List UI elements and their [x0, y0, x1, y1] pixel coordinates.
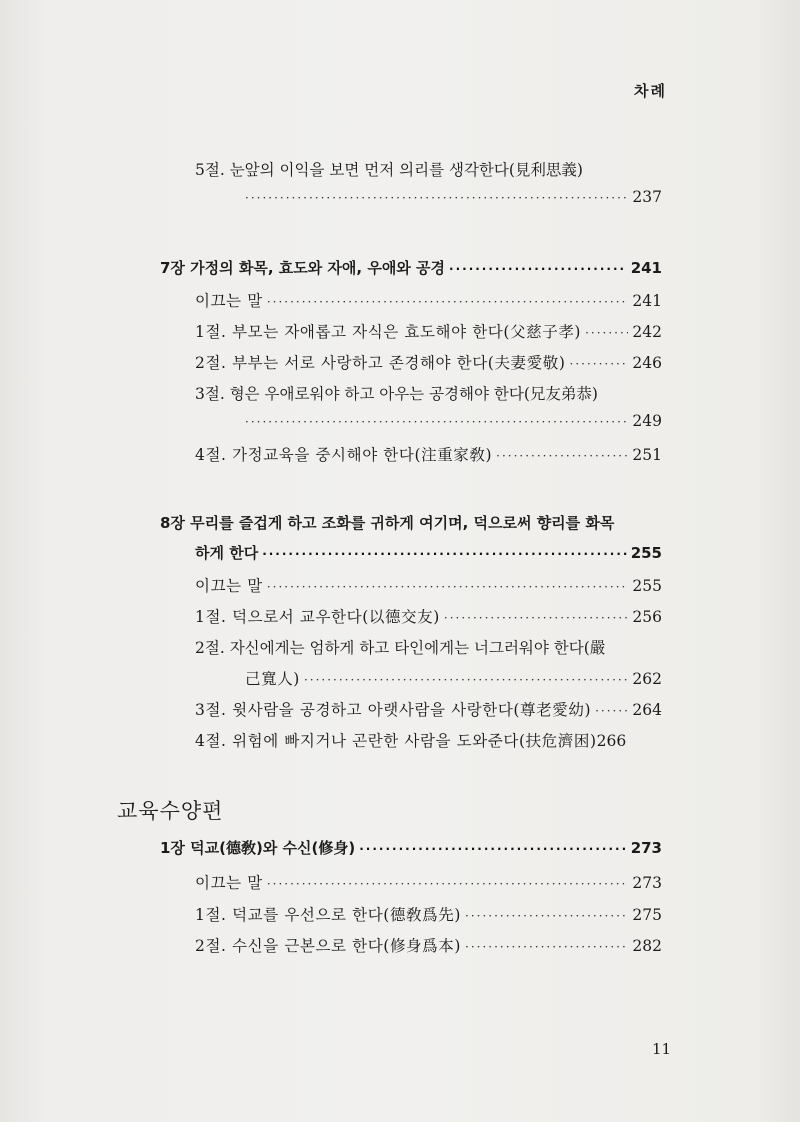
- toc-entry[interactable]: [195, 443, 662, 465]
- toc-page-number: 246: [632, 354, 662, 372]
- toc-entry-title: 4절. 위험에 빠지거나 곤란한 사람을 도와준다(扶危濟困): [195, 732, 597, 750]
- toc-page-number: 251: [632, 446, 662, 464]
- toc-entry[interactable]: [195, 351, 662, 373]
- toc-page-number: 273: [630, 839, 662, 857]
- toc-entry-title: 4절. 가정교육을 중시해야 한다(注重家敎): [195, 446, 493, 464]
- toc-entry-title: 2절. 부부는 서로 사랑하고 존경해야 한다(夫妻愛敬): [195, 354, 566, 372]
- toc-chapter-title-cont: 하게 한다: [195, 544, 259, 562]
- toc-entry-title-cont: 己寬人): [245, 670, 300, 688]
- toc-entry-title: 1절. 덕교를 우선으로 한다(德敎爲先): [195, 906, 461, 924]
- part-title: 교육수양편: [117, 799, 224, 823]
- toc-page-number: 249: [632, 412, 662, 430]
- toc-entry[interactable]: [195, 574, 662, 596]
- toc-entry-leader: [245, 412, 662, 430]
- toc-page-number: 255: [632, 577, 662, 595]
- toc-page-number: 237: [632, 188, 662, 206]
- toc-chapter-7[interactable]: [160, 257, 662, 278]
- toc-entry[interactable]: [195, 871, 662, 893]
- toc-entry-title: 2절. 수신을 근본으로 한다(修身爲本): [195, 937, 461, 955]
- toc-entry-title: 1절. 부모는 자애롭고 자식은 효도해야 한다(父慈子孝): [195, 323, 582, 341]
- toc-page-number: 273: [632, 874, 662, 892]
- toc-chapter-title: 1장 덕교(德敎)와 수신(修身): [160, 839, 356, 857]
- toc-entry-title: 3절. 윗사람을 공경하고 아랫사람을 사랑한다(尊老愛幼): [195, 701, 592, 719]
- toc-chapter-8[interactable]: [195, 542, 662, 563]
- toc-entry-title: 이끄는 말: [195, 577, 263, 595]
- toc-page-number: 266: [596, 732, 627, 750]
- toc-page-number: 255: [630, 544, 662, 562]
- toc-entry-title: 2절. 자신에게는 엄하게 하고 타인에게는 너그러워야 한다(嚴: [195, 639, 606, 657]
- toc-entry[interactable]: [195, 698, 662, 720]
- toc-chapter-title: 8장 무리를 즐겁게 하고 조화를 귀하게 여기며, 덕으로써 향리를 화목: [160, 514, 615, 532]
- toc-entry[interactable]: [195, 934, 662, 956]
- page-number: 11: [652, 1040, 672, 1058]
- toc-chapter-title: 7장 가정의 화목, 효도와 자애, 우애와 공경: [160, 259, 446, 277]
- toc-page-number: 256: [632, 608, 662, 626]
- toc-chapter-1[interactable]: [160, 837, 662, 858]
- toc-page-number: 264: [632, 701, 662, 719]
- toc-entry[interactable]: [195, 289, 662, 311]
- toc-page-number: 282: [632, 937, 662, 955]
- toc-page-number: 262: [632, 670, 662, 688]
- toc-entry[interactable]: [195, 605, 662, 627]
- toc-entry[interactable]: [245, 667, 662, 689]
- toc-page-number: 275: [632, 906, 662, 924]
- toc-page-number: 241: [632, 292, 662, 310]
- toc-page-number: 241: [630, 259, 662, 277]
- toc-entry-title: 3절. 형은 우애로워야 하고 아우는 공경해야 한다(兄友弟恭): [195, 385, 598, 403]
- toc-entry-title: 1절. 덕으로서 교우한다(以德交友): [195, 608, 440, 626]
- toc-entry[interactable]: [195, 903, 662, 925]
- toc-entry[interactable]: [195, 320, 662, 342]
- toc-entry-title: 5절. 눈앞의 이익을 보면 먼저 의리를 생각한다(見利思義): [195, 161, 583, 179]
- running-head: 차례: [634, 82, 667, 100]
- toc-entry-leader: [245, 188, 662, 206]
- toc-entry-title: 이끄는 말: [195, 874, 263, 892]
- toc-entry[interactable]: [195, 729, 662, 751]
- toc-entry-title: 이끄는 말: [195, 292, 263, 310]
- toc-page-number: 242: [632, 323, 662, 341]
